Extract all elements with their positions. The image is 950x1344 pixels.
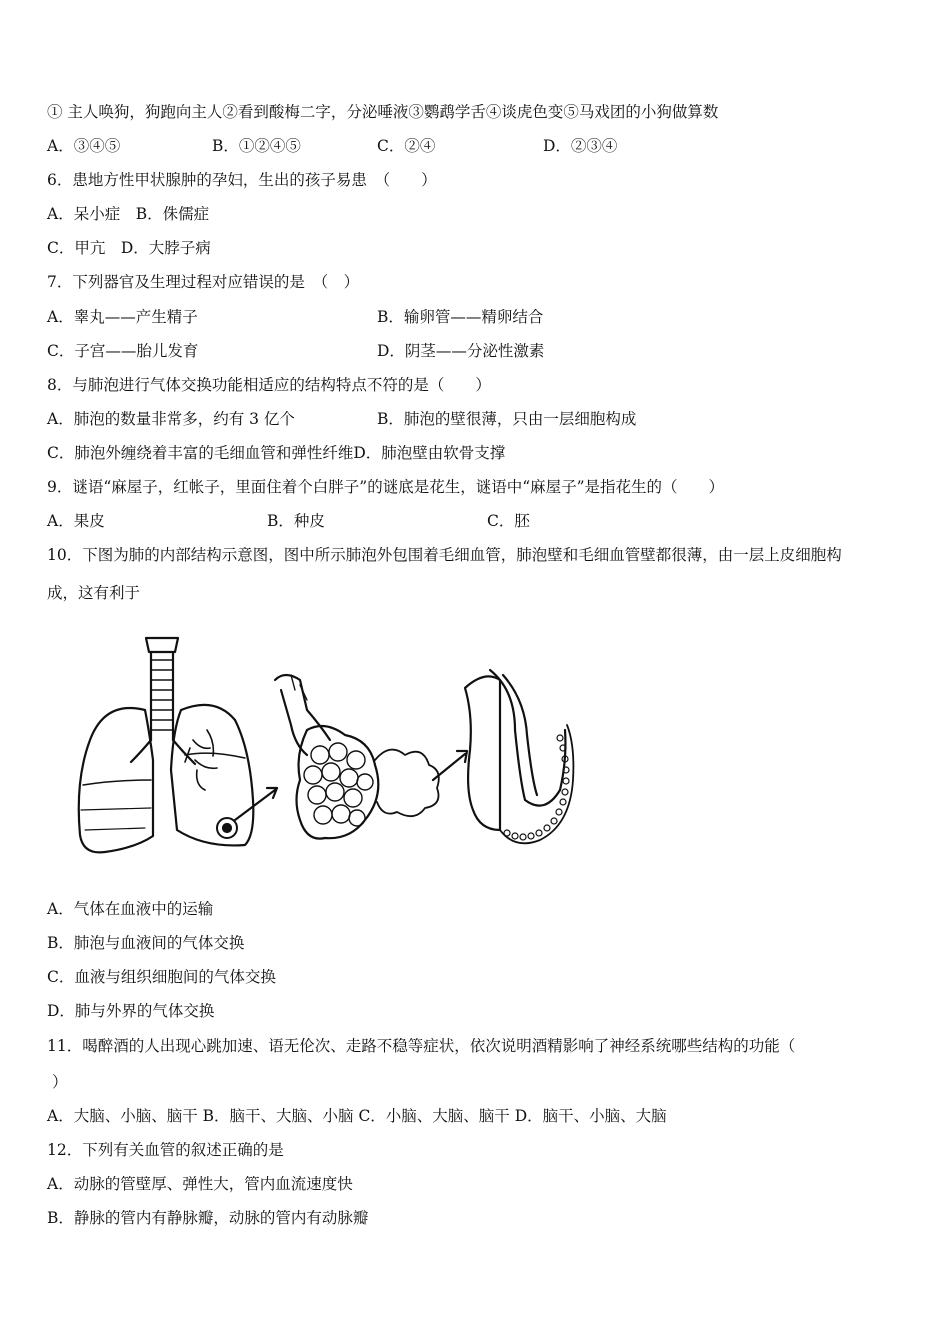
q7-stem: 7．下列器官及生理过程对应错误的是 （ ） [47,273,360,291]
q5-statements: ① 主人唤狗，狗跑向主人②看到酸梅二字，分泌唾液③鹦鹉学舌④谈虎色变⑤马戏团的小狗做算数 [47,103,719,121]
q9-option-c: C．胚 [487,512,530,530]
q9-option-b: B．种皮 [267,512,325,530]
q5-option-b: B．①②④⑤ [212,137,301,155]
q11-options: A．大脑、小脑、脑干 B．脑干、大脑、小脑 C．小脑、大脑、脑干 D．脑干、小脑、大脑 [47,1107,667,1125]
q6-stem: 6．患地方性甲状腺肿的孕妇，生出的孩子易患 （ ） [47,171,437,189]
q10-option-c: C．血液与组织细胞间的气体交换 [47,968,276,986]
q5-option-a: A．③④⑤ [47,137,121,155]
q12-option-b: B．静脉的管内有静脉瓣，动脉的管内有动脉瓣 [47,1209,369,1227]
q8-stem: 8．与肺泡进行气体交换功能相适应的结构特点不符的是（ ） [47,376,491,394]
q9-stem: 9．谜语“麻屋子，红帐子，里面住着个白胖子”的谜底是花生，谜语中“麻屋子”是指花生的（ ） [47,478,725,496]
q8-option-a: A．肺泡的数量非常多，约有 3 亿个 [47,410,295,428]
q10-option-b: B．肺泡与血液间的气体交换 [47,934,245,952]
q12-stem: 12．下列有关血管的叙述正确的是 [47,1141,284,1159]
q6-options-row1: A．呆小症 B．侏儒症 [47,205,210,223]
arrow-1 [235,788,277,820]
q11-stem-line2: ） [52,1073,68,1091]
alveolus-outline [465,676,500,830]
q7-option-d: D．阴茎——分泌性激素 [377,342,545,360]
q9-option-a: A．果皮 [47,512,105,530]
q8-options-cd: C．肺泡外缠绕着丰富的毛细血管和弹性纤维D．肺泡壁由软骨支撑 [47,444,506,462]
q10-stem-line1: 10．下图为肺的内部结构示意图，图中所示肺泡外包围着毛细血管，肺泡壁和毛细血管壁都很薄，由一层上皮细胞构 [47,546,842,564]
q5-option-c: C．②④ [377,137,436,155]
q10-option-d: D．肺与外界的气体交换 [47,1002,215,1020]
q10-stem-line2: 成，这有利于 [47,584,141,602]
right-lung-outline [171,705,253,846]
q11-stem-line1: 11．喝醉酒的人出现心跳加速、语无伦次、走路不稳等症状，依次说明酒精影响了神经系统哪些结构的功能（ [47,1037,796,1055]
q5-option-d: D．②③④ [543,137,618,155]
q7-option-b: B．输卵管——精卵结合 [377,308,544,326]
q7-option-c: C．子宫——胎儿发育 [47,342,199,360]
q8-option-b: B．肺泡的壁很薄，只由一层细胞构成 [377,410,637,428]
q12-option-a: A．动脉的管壁厚、弹性大，管内血流速度快 [47,1175,353,1193]
lung-structure-figure [45,630,575,875]
q6-options-row2: C．甲亢 D．大脖子病 [47,239,211,257]
arrow-2 [433,751,467,780]
larynx-shape [146,638,178,652]
q7-option-a: A．睾丸——产生精子 [47,308,198,326]
q10-option-a: A．气体在血液中的运输 [47,900,214,918]
